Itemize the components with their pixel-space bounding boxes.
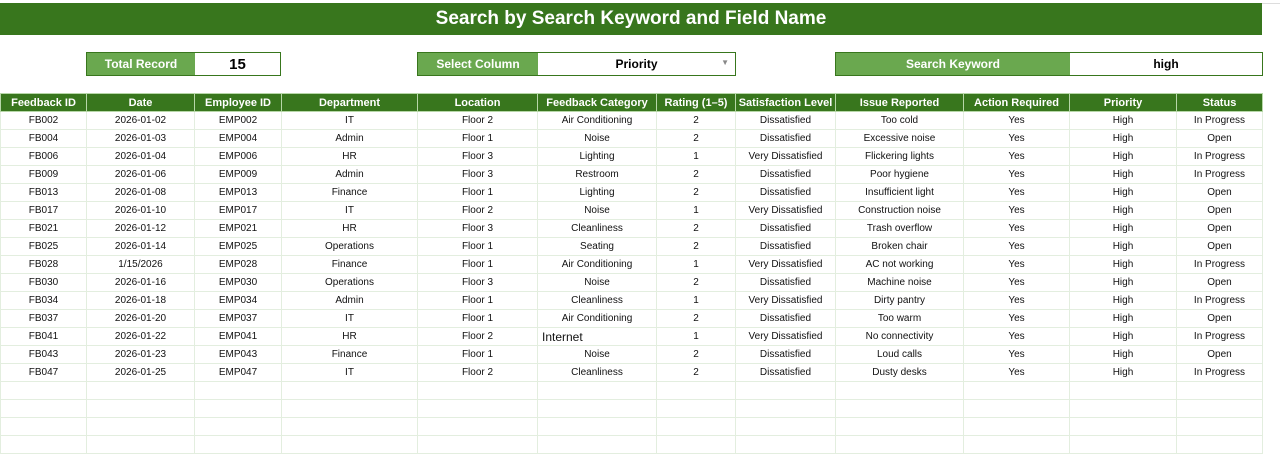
table-cell[interactable]: 2026-01-10 bbox=[87, 202, 195, 220]
table-cell[interactable]: Floor 3 bbox=[418, 220, 538, 238]
table-row bbox=[1, 292, 1263, 310]
table-row bbox=[1, 166, 1263, 184]
table-cell[interactable]: FB034 bbox=[1, 292, 87, 310]
table-cell[interactable]: 2026-01-08 bbox=[87, 184, 195, 202]
empty-cell[interactable] bbox=[1177, 436, 1263, 454]
table-cell[interactable]: Open bbox=[1177, 130, 1263, 148]
empty-cell[interactable] bbox=[418, 400, 538, 418]
empty-cell[interactable] bbox=[836, 400, 964, 418]
total-record-label: Total Record bbox=[87, 53, 195, 75]
empty-cell[interactable] bbox=[538, 436, 657, 454]
table-cell[interactable]: Open bbox=[1177, 220, 1263, 238]
table-cell[interactable]: High bbox=[1070, 238, 1177, 256]
table-cell[interactable]: Cleanliness bbox=[538, 364, 657, 382]
table-cell[interactable]: Noise bbox=[538, 346, 657, 364]
empty-cell[interactable] bbox=[195, 436, 282, 454]
table-cell[interactable]: In Progress bbox=[1177, 292, 1263, 310]
empty-cell[interactable] bbox=[964, 382, 1070, 400]
table-cell[interactable]: Yes bbox=[964, 364, 1070, 382]
table-cell[interactable]: In Progress bbox=[1177, 328, 1263, 346]
table-cell[interactable]: FB047 bbox=[1, 364, 87, 382]
empty-cell[interactable] bbox=[1070, 418, 1177, 436]
table-cell[interactable]: Finance bbox=[282, 184, 418, 202]
table-cell[interactable]: Floor 1 bbox=[418, 130, 538, 148]
table-cell[interactable]: FB009 bbox=[1, 166, 87, 184]
table-cell[interactable]: Floor 1 bbox=[418, 346, 538, 364]
empty-cell[interactable] bbox=[1070, 382, 1177, 400]
select-column-label: Select Column bbox=[418, 53, 538, 75]
total-record-value: 15 bbox=[195, 53, 280, 75]
table-cell[interactable]: Operations bbox=[282, 274, 418, 292]
table-cell[interactable]: High bbox=[1070, 346, 1177, 364]
table-cell[interactable]: Seating bbox=[538, 238, 657, 256]
table-cell[interactable]: Open bbox=[1177, 238, 1263, 256]
table-cell[interactable]: Yes bbox=[964, 346, 1070, 364]
empty-row bbox=[1, 436, 1263, 454]
empty-cell[interactable] bbox=[1070, 400, 1177, 418]
empty-cell[interactable] bbox=[282, 418, 418, 436]
table-cell[interactable]: Very Dissatisfied bbox=[736, 148, 836, 166]
table-cell[interactable]: Open bbox=[1177, 202, 1263, 220]
table-cell[interactable]: High bbox=[1070, 310, 1177, 328]
table-cell[interactable]: Yes bbox=[964, 112, 1070, 130]
table-cell[interactable]: Open bbox=[1177, 274, 1263, 292]
empty-cell[interactable] bbox=[1070, 436, 1177, 454]
table-cell[interactable]: 2 bbox=[657, 346, 736, 364]
column-header: Feedback ID bbox=[1, 94, 87, 112]
table-cell[interactable]: No connectivity bbox=[836, 328, 964, 346]
table-cell[interactable]: High bbox=[1070, 112, 1177, 130]
table-cell[interactable]: FB030 bbox=[1, 274, 87, 292]
empty-cell[interactable] bbox=[1177, 400, 1263, 418]
table-cell[interactable]: Lighting bbox=[538, 184, 657, 202]
table-row bbox=[1, 238, 1263, 256]
column-header: Employee ID bbox=[195, 94, 282, 112]
table-cell[interactable]: HR bbox=[282, 328, 418, 346]
table-cell[interactable]: EMP025 bbox=[195, 238, 282, 256]
table-cell[interactable]: 2 bbox=[657, 310, 736, 328]
table-cell[interactable]: FB037 bbox=[1, 310, 87, 328]
table-cell[interactable]: EMP021 bbox=[195, 220, 282, 238]
column-header: Date bbox=[87, 94, 195, 112]
table-cell[interactable]: 2026-01-14 bbox=[87, 238, 195, 256]
column-header: Satisfaction Level bbox=[736, 94, 836, 112]
empty-cell[interactable] bbox=[836, 418, 964, 436]
table-row bbox=[1, 310, 1263, 328]
empty-cell[interactable] bbox=[282, 400, 418, 418]
search-keyword-box bbox=[835, 52, 1263, 76]
table-cell[interactable]: Dissatisfied bbox=[736, 364, 836, 382]
empty-cell[interactable] bbox=[418, 418, 538, 436]
table-cell[interactable]: Floor 3 bbox=[418, 274, 538, 292]
table-cell[interactable]: Air Conditioning bbox=[538, 112, 657, 130]
table-row bbox=[1, 202, 1263, 220]
table-cell[interactable]: 2026-01-25 bbox=[87, 364, 195, 382]
table-cell[interactable]: Yes bbox=[964, 220, 1070, 238]
table-cell[interactable]: Floor 2 bbox=[418, 328, 538, 346]
empty-cell[interactable] bbox=[657, 382, 736, 400]
table-row bbox=[1, 112, 1263, 130]
table-cell[interactable]: 2026-01-06 bbox=[87, 166, 195, 184]
table-cell[interactable]: 2026-01-02 bbox=[87, 112, 195, 130]
table-cell[interactable]: Open bbox=[1177, 184, 1263, 202]
table-cell[interactable]: Dissatisfied bbox=[736, 274, 836, 292]
table-cell[interactable]: EMP006 bbox=[195, 148, 282, 166]
table-cell[interactable]: Noise bbox=[538, 130, 657, 148]
empty-cell[interactable] bbox=[736, 436, 836, 454]
table-cell[interactable]: Too warm bbox=[836, 310, 964, 328]
empty-row bbox=[1, 418, 1263, 436]
table-cell[interactable]: EMP017 bbox=[195, 202, 282, 220]
table-cell[interactable]: High bbox=[1070, 328, 1177, 346]
column-header: Location bbox=[418, 94, 538, 112]
table-cell[interactable]: High bbox=[1070, 166, 1177, 184]
table-cell[interactable]: Dissatisfied bbox=[736, 130, 836, 148]
table-cell[interactable]: Flickering lights bbox=[836, 148, 964, 166]
table-cell[interactable]: Floor 1 bbox=[418, 310, 538, 328]
empty-cell[interactable] bbox=[964, 436, 1070, 454]
table-cell[interactable]: AC not working bbox=[836, 256, 964, 274]
table-cell[interactable]: In Progress bbox=[1177, 364, 1263, 382]
table-cell[interactable]: Poor hygiene bbox=[836, 166, 964, 184]
table-cell[interactable]: Cleanliness bbox=[538, 220, 657, 238]
empty-cell[interactable] bbox=[657, 418, 736, 436]
table-cell[interactable]: Floor 2 bbox=[418, 364, 538, 382]
table-cell[interactable]: In Progress bbox=[1177, 256, 1263, 274]
empty-cell[interactable] bbox=[836, 436, 964, 454]
table-cell[interactable]: 2 bbox=[657, 274, 736, 292]
table-cell[interactable]: 2026-01-22 bbox=[87, 328, 195, 346]
table-cell[interactable]: Yes bbox=[964, 202, 1070, 220]
table-cell[interactable]: EMP009 bbox=[195, 166, 282, 184]
empty-row bbox=[1, 400, 1263, 418]
table-cell[interactable]: Yes bbox=[964, 130, 1070, 148]
total-record-box bbox=[86, 52, 281, 76]
table-cell[interactable]: Dissatisfied bbox=[736, 346, 836, 364]
empty-cell[interactable] bbox=[736, 400, 836, 418]
empty-row bbox=[1, 382, 1263, 400]
column-header: Department bbox=[282, 94, 418, 112]
table-cell[interactable]: Dissatisfied bbox=[736, 220, 836, 238]
column-header: Priority bbox=[1070, 94, 1177, 112]
table-cell[interactable]: Yes bbox=[964, 328, 1070, 346]
empty-cell[interactable] bbox=[87, 436, 195, 454]
select-column-box bbox=[417, 52, 736, 76]
table-cell[interactable]: Noise bbox=[538, 274, 657, 292]
table-cell[interactable]: EMP043 bbox=[195, 346, 282, 364]
table-cell[interactable]: EMP047 bbox=[195, 364, 282, 382]
table-cell[interactable]: High bbox=[1070, 130, 1177, 148]
chevron-down-icon[interactable]: ▼ bbox=[721, 58, 729, 67]
table-cell[interactable]: FB021 bbox=[1, 220, 87, 238]
table-cell[interactable]: Construction noise bbox=[836, 202, 964, 220]
table-cell[interactable]: Dissatisfied bbox=[736, 238, 836, 256]
table-cell[interactable]: 1 bbox=[657, 148, 736, 166]
column-header: Rating (1–5) bbox=[657, 94, 736, 112]
table-row bbox=[1, 184, 1263, 202]
empty-cell[interactable] bbox=[418, 382, 538, 400]
empty-cell[interactable] bbox=[964, 418, 1070, 436]
empty-cell[interactable] bbox=[1, 418, 87, 436]
table-cell[interactable]: Very Dissatisfied bbox=[736, 292, 836, 310]
table-cell[interactable]: IT bbox=[282, 202, 418, 220]
table-cell[interactable]: 2 bbox=[657, 166, 736, 184]
table-cell[interactable]: Yes bbox=[964, 292, 1070, 310]
empty-cell[interactable] bbox=[657, 436, 736, 454]
table-cell[interactable]: Restroom bbox=[538, 166, 657, 184]
select-column-dropdown[interactable] bbox=[538, 53, 735, 75]
table-cell[interactable]: In Progress bbox=[1177, 166, 1263, 184]
table-cell[interactable]: Floor 3 bbox=[418, 166, 538, 184]
table-cell[interactable]: Yes bbox=[964, 184, 1070, 202]
table-cell[interactable]: 2 bbox=[657, 112, 736, 130]
table-cell[interactable]: Loud calls bbox=[836, 346, 964, 364]
table-cell[interactable]: High bbox=[1070, 292, 1177, 310]
table-cell[interactable]: Dissatisfied bbox=[736, 112, 836, 130]
table-cell[interactable]: 2026-01-12 bbox=[87, 220, 195, 238]
empty-cell[interactable] bbox=[1177, 418, 1263, 436]
table-cell[interactable]: Operations bbox=[282, 238, 418, 256]
table-cell[interactable]: FB028 bbox=[1, 256, 87, 274]
empty-cell[interactable] bbox=[538, 382, 657, 400]
table-cell[interactable]: In Progress bbox=[1177, 112, 1263, 130]
column-header: Feedback Category bbox=[538, 94, 657, 112]
table-cell[interactable]: Very Dissatisfied bbox=[736, 202, 836, 220]
table-row bbox=[1, 364, 1263, 382]
table-cell[interactable]: Yes bbox=[964, 274, 1070, 292]
table-cell[interactable]: 2 bbox=[657, 238, 736, 256]
table-cell[interactable]: Floor 1 bbox=[418, 238, 538, 256]
table-cell[interactable]: 1/15/2026 bbox=[87, 256, 195, 274]
table-cell[interactable]: 1 bbox=[657, 328, 736, 346]
table-cell[interactable]: EMP002 bbox=[195, 112, 282, 130]
table-cell[interactable]: Yes bbox=[964, 166, 1070, 184]
table-row bbox=[1, 328, 1263, 346]
table-cell[interactable]: 2 bbox=[657, 130, 736, 148]
empty-cell[interactable] bbox=[538, 418, 657, 436]
table-cell[interactable]: Dirty pantry bbox=[836, 292, 964, 310]
table-cell[interactable]: Cleanliness bbox=[538, 292, 657, 310]
table-cell[interactable]: 2026-01-04 bbox=[87, 148, 195, 166]
table-cell[interactable]: Very Dissatisfied bbox=[736, 256, 836, 274]
table-cell[interactable]: Floor 2 bbox=[418, 112, 538, 130]
table-cell[interactable]: Dissatisfied bbox=[736, 184, 836, 202]
table-cell[interactable]: 2026-01-23 bbox=[87, 346, 195, 364]
table-cell[interactable]: Air Conditioning bbox=[538, 310, 657, 328]
empty-cell[interactable] bbox=[657, 400, 736, 418]
table-cell[interactable]: Floor 1 bbox=[418, 256, 538, 274]
table-cell[interactable]: Admin bbox=[282, 292, 418, 310]
select-column-value: Priority bbox=[615, 57, 658, 71]
table-cell[interactable]: Very Dissatisfied bbox=[736, 328, 836, 346]
empty-cell[interactable] bbox=[282, 436, 418, 454]
table-cell[interactable]: High bbox=[1070, 148, 1177, 166]
empty-cell[interactable] bbox=[195, 400, 282, 418]
table-cell[interactable]: High bbox=[1070, 274, 1177, 292]
column-header: Status bbox=[1177, 94, 1263, 112]
table-cell[interactable]: IT bbox=[282, 364, 418, 382]
empty-cell[interactable] bbox=[736, 382, 836, 400]
table-cell[interactable]: FB017 bbox=[1, 202, 87, 220]
table-cell[interactable]: EMP030 bbox=[195, 274, 282, 292]
table-cell[interactable]: HR bbox=[282, 220, 418, 238]
empty-cell[interactable] bbox=[195, 418, 282, 436]
empty-cell[interactable] bbox=[418, 436, 538, 454]
table-cell[interactable]: 2026-01-18 bbox=[87, 292, 195, 310]
table-cell[interactable]: Admin bbox=[282, 166, 418, 184]
table-cell[interactable]: EMP041 bbox=[195, 328, 282, 346]
table-cell[interactable]: Excessive noise bbox=[836, 130, 964, 148]
table-cell[interactable]: 1 bbox=[657, 292, 736, 310]
table-cell[interactable]: Dissatisfied bbox=[736, 166, 836, 184]
table-cell[interactable]: Noise bbox=[538, 202, 657, 220]
table-cell[interactable]: FB043 bbox=[1, 346, 87, 364]
search-keyword-input[interactable]: high bbox=[1070, 53, 1262, 75]
table-cell[interactable]: EMP004 bbox=[195, 130, 282, 148]
table-cell[interactable]: In Progress bbox=[1177, 148, 1263, 166]
table-cell[interactable]: 2 bbox=[657, 220, 736, 238]
table-cell[interactable]: Yes bbox=[964, 256, 1070, 274]
table-cell[interactable]: High bbox=[1070, 184, 1177, 202]
table-cell[interactable]: FB013 bbox=[1, 184, 87, 202]
column-header: Issue Reported bbox=[836, 94, 964, 112]
table-row bbox=[1, 130, 1263, 148]
table-cell[interactable]: High bbox=[1070, 220, 1177, 238]
page-title: Search by Search Keyword and Field Name bbox=[0, 3, 1262, 35]
table-cell[interactable]: 2026-01-16 bbox=[87, 274, 195, 292]
table-cell[interactable]: Air Conditioning bbox=[538, 256, 657, 274]
table-cell[interactable]: 2026-01-20 bbox=[87, 310, 195, 328]
table-cell[interactable]: EMP028 bbox=[195, 256, 282, 274]
table-header-row bbox=[1, 94, 1263, 112]
table-cell[interactable]: Broken chair bbox=[836, 238, 964, 256]
column-header: Action Required bbox=[964, 94, 1070, 112]
table-cell[interactable]: 2026-01-03 bbox=[87, 130, 195, 148]
table-cell[interactable]: Floor 1 bbox=[418, 292, 538, 310]
empty-cell[interactable] bbox=[195, 382, 282, 400]
table-cell[interactable]: Lighting bbox=[538, 148, 657, 166]
table-cell[interactable]: 2 bbox=[657, 184, 736, 202]
table-cell[interactable]: IT bbox=[282, 112, 418, 130]
table-cell[interactable]: 1 bbox=[657, 256, 736, 274]
empty-cell[interactable] bbox=[1, 436, 87, 454]
table-cell[interactable]: Open bbox=[1177, 346, 1263, 364]
table-cell[interactable]: Too cold bbox=[836, 112, 964, 130]
table-cell[interactable]: Admin bbox=[282, 130, 418, 148]
search-keyword-label: Search Keyword bbox=[836, 53, 1070, 75]
table-cell[interactable]: Finance bbox=[282, 256, 418, 274]
table-cell[interactable]: EMP034 bbox=[195, 292, 282, 310]
table-cell[interactable]: FB004 bbox=[1, 130, 87, 148]
table-row bbox=[1, 148, 1263, 166]
table-cell[interactable]: Trash overflow bbox=[836, 220, 964, 238]
table-cell[interactable]: Dissatisfied bbox=[736, 310, 836, 328]
table-cell[interactable]: Internet bbox=[538, 328, 657, 346]
empty-cell[interactable] bbox=[1, 400, 87, 418]
table-cell[interactable]: Floor 1 bbox=[418, 184, 538, 202]
empty-cell[interactable] bbox=[836, 382, 964, 400]
results-table bbox=[0, 93, 1263, 454]
empty-cell[interactable] bbox=[736, 418, 836, 436]
table-row bbox=[1, 256, 1263, 274]
table-cell[interactable]: High bbox=[1070, 256, 1177, 274]
table-cell[interactable]: IT bbox=[282, 310, 418, 328]
table-cell[interactable]: FB002 bbox=[1, 112, 87, 130]
table-cell[interactable]: HR bbox=[282, 148, 418, 166]
table-cell[interactable]: Yes bbox=[964, 310, 1070, 328]
empty-cell[interactable] bbox=[964, 400, 1070, 418]
table-row bbox=[1, 220, 1263, 238]
table-cell[interactable]: EMP037 bbox=[195, 310, 282, 328]
table-cell[interactable]: 1 bbox=[657, 202, 736, 220]
empty-cell[interactable] bbox=[538, 400, 657, 418]
table-cell[interactable]: FB006 bbox=[1, 148, 87, 166]
empty-cell[interactable] bbox=[87, 400, 195, 418]
table-cell[interactable]: Machine noise bbox=[836, 274, 964, 292]
table-row bbox=[1, 274, 1263, 292]
table-cell[interactable]: Yes bbox=[964, 148, 1070, 166]
empty-cell[interactable] bbox=[1, 382, 87, 400]
table-cell[interactable]: FB025 bbox=[1, 238, 87, 256]
table-cell[interactable]: Floor 3 bbox=[418, 148, 538, 166]
table-cell[interactable]: Finance bbox=[282, 346, 418, 364]
table-cell[interactable]: Dusty desks bbox=[836, 364, 964, 382]
table-cell[interactable]: EMP013 bbox=[195, 184, 282, 202]
table-cell[interactable]: FB041 bbox=[1, 328, 87, 346]
empty-cell[interactable] bbox=[87, 418, 195, 436]
table-cell[interactable]: Yes bbox=[964, 238, 1070, 256]
empty-cell[interactable] bbox=[282, 382, 418, 400]
table-cell[interactable]: High bbox=[1070, 364, 1177, 382]
empty-cell[interactable] bbox=[87, 382, 195, 400]
table-cell[interactable]: Insufficient light bbox=[836, 184, 964, 202]
table-cell[interactable]: Open bbox=[1177, 310, 1263, 328]
table-row bbox=[1, 346, 1263, 364]
table-cell[interactable]: 2 bbox=[657, 364, 736, 382]
table-cell[interactable]: High bbox=[1070, 202, 1177, 220]
empty-cell[interactable] bbox=[1177, 382, 1263, 400]
table-cell[interactable]: Floor 2 bbox=[418, 202, 538, 220]
